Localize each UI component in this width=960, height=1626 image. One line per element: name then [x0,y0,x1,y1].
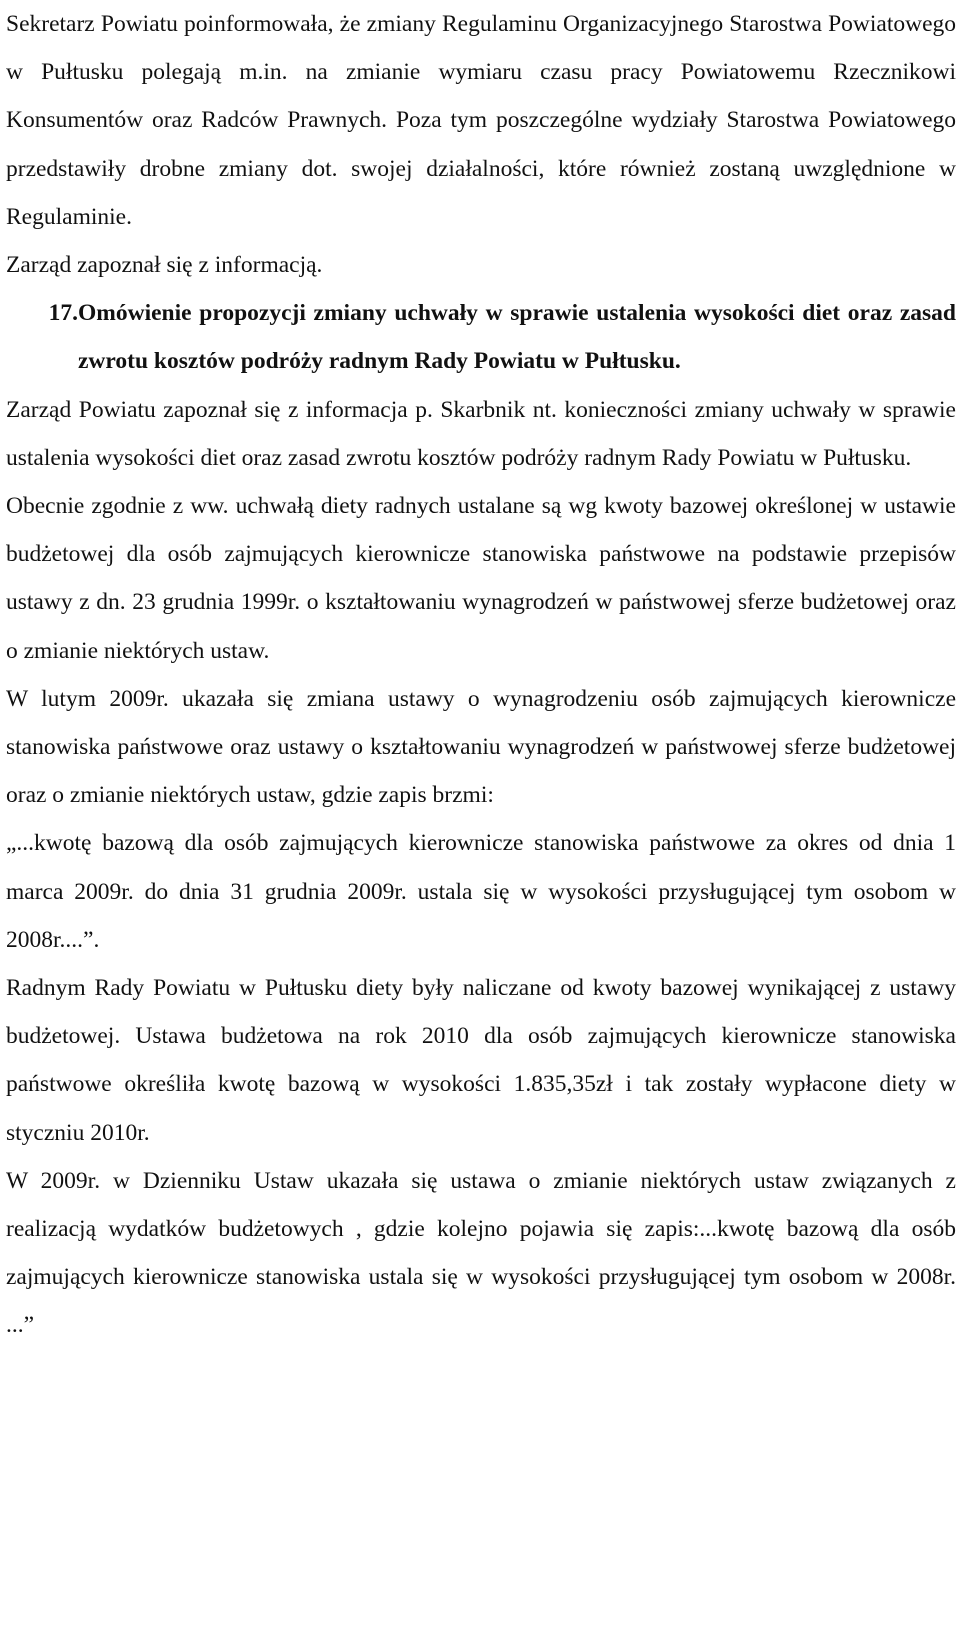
agenda-item-title: Omówienie propozycji zmiany uchwały w sprawie ustalenia wysokości diet oraz zasad zwrotu kosztów podróży radnym Rady Powiatu w Pułtusku. [78,300,956,375]
document-page [6,0,956,1350]
agenda-item-heading [6,289,956,385]
paragraph-budget-amount: Radnym Rady Powiatu w Pułtusku diety były naliczane od kwoty bazowej wynikającej z ustawy budżetowej. Ustawa budżetowa na rok 2010 dla osób zajmujących kierownicze stanowiska państwowe określiła kwotę bazową w wysokości 1.835,35zł i tak zostały wypłacone diety w styczniu 2010r. [6,975,956,1146]
paragraph-2009-law: W 2009r. w Dzienniku Ustaw ukazała się ustawa o zmianie niektórych ustaw związanych z realizacją wydatków budżetowych , gdzie kolejno pojawia się zapis:...kwotę bazową dla osób zajmujących kierownicze stanowiska ustala się w wysokości przysługującej tym osobom w 2008r. ...” [6,1167,956,1339]
agenda-item-number: 17. [48,300,78,327]
paragraph-regulamin-changes: Sekretarz Powiatu poinformowała, że zmiany Regulaminu Organizacyjnego Starostwa Powiatowego w Pułtusku polegają m.in. na zmianie wymiaru czasu pracy Powiatowemu Rzecznikowi Konsumentów oraz Radców Prawnych. Poza tym poszczególne wydziały Starostwa Powiatowego przedstawiły drobne zmiany dot. swojej działalności, które również zostaną uwzględnione w Regulaminie. [6,11,956,230]
paragraph-law-change: W lutym 2009r. ukazała się zmiana ustawy o wynagrodzeniu osób zajmujących kierownicze stanowiska państwowe oraz ustawy o kształtowaniu wynagrodzeń w państwowej sferze budżetowej oraz o zmianie niektórych ustaw, gdzie zapis brzmi: [6,685,956,809]
paragraph-quote: „...kwotę bazową dla osób zajmujących kierownicze stanowiska państwowe za okres od dnia 1 marca 2009r. do dnia 31 grudnia 2009r. ustala się w wysokości przysługującej tym osobom w 2008r....”. [6,830,956,953]
paragraph-board-acknowledged: Zarząd zapoznał się z informacją. [6,252,323,279]
paragraph-treasurer-info: Zarząd Powiatu zapoznał się z informacja p. Skarbnik nt. konieczności zmiany uchwały w sprawie ustalenia wysokości diet oraz zasad zwrotu kosztów podróży radnym Rady Powiatu w Pułtusku. [6,396,956,471]
paragraph-current-resolution: Obecnie zgodnie z ww. uchwałą diety radnych ustalane są wg kwoty bazowej określonej w ustawie budżetowej dla osób zajmujących kierownicze stanowiska państwowe na podstawie przepisów ustawy z dn. 23 grudnia 1999r. o kształtowaniu wynagrodzeń w państwowej sferze budżetowej oraz o zmianie niektórych ustaw. [6,493,956,664]
